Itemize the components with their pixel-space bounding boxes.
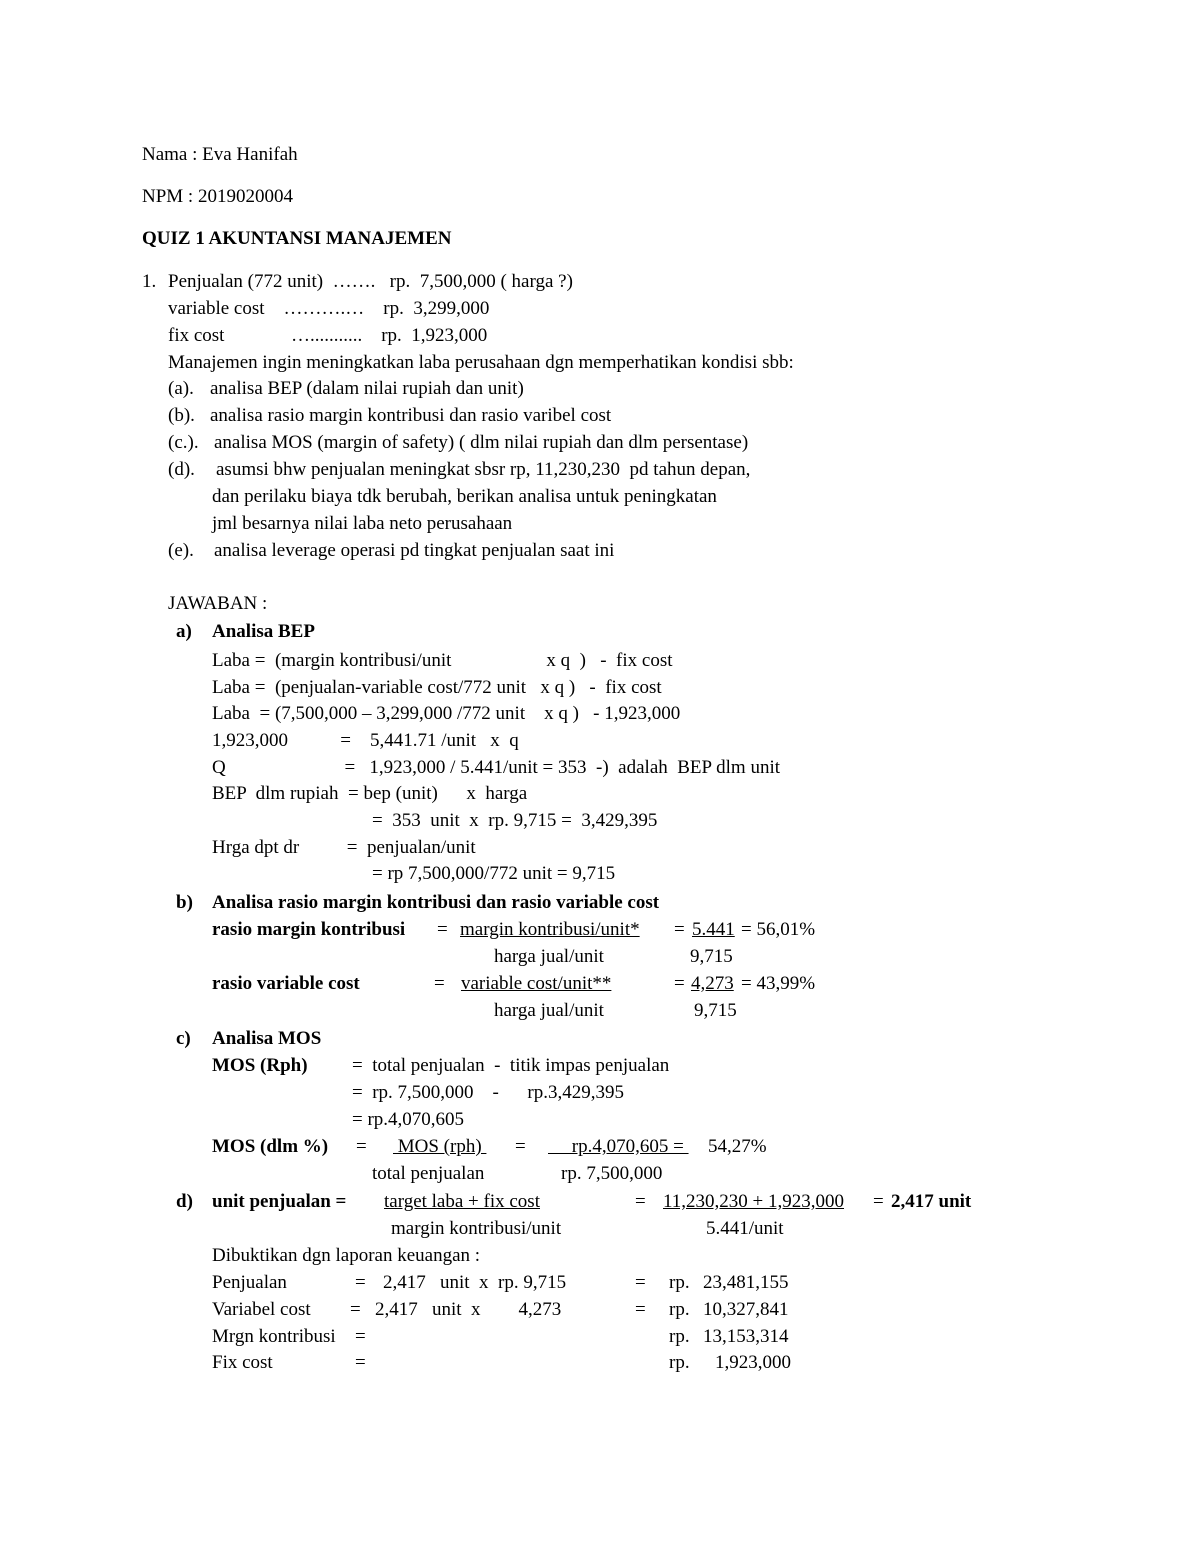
equals-sign: = bbox=[635, 1272, 646, 1293]
equals-sign: = bbox=[873, 1191, 884, 1212]
report-row-calc: 2,417 unit x 4,273 bbox=[375, 1299, 562, 1320]
section-c-title: Analisa MOS bbox=[212, 1028, 322, 1049]
section-a-label: a) bbox=[176, 621, 192, 642]
equals-sign: = bbox=[355, 1326, 366, 1347]
currency-label: rp. bbox=[669, 1272, 690, 1293]
task-label: (c.). bbox=[168, 432, 199, 453]
report-row-value: 10,327,841 bbox=[703, 1299, 789, 1320]
fraction-denominator: total penjualan bbox=[372, 1163, 485, 1184]
mos-label: MOS (dlm %) bbox=[212, 1136, 329, 1157]
calc-line: = total penjualan - titik impas penjualan bbox=[352, 1055, 670, 1076]
fraction-value: rp.4,070,605 = bbox=[548, 1136, 689, 1157]
fraction-denominator-value: 9,715 bbox=[690, 946, 733, 967]
calc-line: = rp 7,500,000/772 unit = 9,715 bbox=[372, 863, 616, 884]
calc-line: = rp. 7,500,000 - rp.3,429,395 bbox=[352, 1082, 624, 1103]
unit-result: 2,417 unit bbox=[891, 1191, 972, 1212]
fraction-denominator-value: 9,715 bbox=[694, 1000, 737, 1021]
question-number: 1. bbox=[142, 271, 157, 292]
section-d-label: d) bbox=[176, 1191, 193, 1212]
task-text: analisa rasio margin kontribusi dan rasio varibel cost bbox=[210, 405, 612, 426]
fraction-numerator: variable cost/unit** bbox=[461, 973, 612, 994]
student-name: Nama : Eva Hanifah bbox=[142, 144, 298, 165]
fraction-denominator-value: 5.441/unit bbox=[706, 1218, 784, 1239]
equals-sign: = bbox=[434, 973, 445, 994]
equals-sign: = bbox=[635, 1191, 646, 1212]
ratio-label: rasio variable cost bbox=[212, 973, 360, 994]
equals-sign: = bbox=[515, 1136, 526, 1157]
equals-sign: = bbox=[356, 1136, 367, 1157]
section-d-title: unit penjualan = bbox=[212, 1191, 347, 1212]
section-b-title: Analisa rasio margin kontribusi dan rasio variable cost bbox=[212, 892, 660, 913]
task-text: analisa BEP (dalam nilai rupiah dan unit) bbox=[210, 378, 524, 399]
currency-label: rp. bbox=[669, 1299, 690, 1320]
report-row-label: Fix cost bbox=[212, 1352, 273, 1373]
report-row-label: Mrgn kontribusi bbox=[212, 1326, 336, 1347]
mos-label: MOS (Rph) bbox=[212, 1055, 308, 1076]
question-line: Manajemen ingin meningkatkan laba perusahaan dgn memperhatikan kondisi sbb: bbox=[168, 352, 794, 373]
task-label: (b). bbox=[168, 405, 195, 426]
fraction-value: 11,230,230 + 1,923,000 bbox=[663, 1191, 845, 1212]
task-text: analisa MOS (margin of safety) ( dlm nilai rupiah dan dlm persentase) bbox=[214, 432, 749, 453]
fraction-value: 4,273 bbox=[691, 973, 734, 994]
section-b-label: b) bbox=[176, 892, 193, 913]
ratio-result: = 56,01% bbox=[741, 919, 816, 940]
report-row-value: 13,153,314 bbox=[703, 1326, 789, 1347]
task-text: analisa leverage operasi pd tingkat penjualan saat ini bbox=[214, 540, 615, 561]
equals-sign: = bbox=[674, 919, 685, 940]
calc-line: Laba = (7,500,000 – 3,299,000 /772 unit x q ) - 1,923,000 bbox=[212, 703, 681, 724]
question-line: Penjualan (772 unit) ……. rp. 7,500,000 ( harga ?) bbox=[168, 271, 573, 292]
report-row-calc: 2,417 unit x rp. 9,715 bbox=[383, 1272, 567, 1293]
task-text: asumsi bhw penjualan meningkat sbsr rp, 11,230,230 pd tahun depan, bbox=[216, 459, 751, 480]
fraction-numerator: target laba + fix cost bbox=[384, 1191, 540, 1212]
section-c-label: c) bbox=[176, 1028, 191, 1049]
calc-line: = rp.4,070,605 bbox=[352, 1109, 465, 1130]
equals-sign: = bbox=[355, 1272, 366, 1293]
calc-line: = 353 unit x rp. 9,715 = 3,429,395 bbox=[372, 810, 658, 831]
quiz-title: QUIZ 1 AKUNTANSI MANAJEMEN bbox=[142, 228, 452, 249]
answer-heading: JAWABAN : bbox=[168, 593, 268, 614]
calc-line: Q = 1,923,000 / 5.441/unit = 353 -) adalah BEP dlm unit bbox=[212, 757, 781, 778]
student-npm: NPM : 2019020004 bbox=[142, 186, 293, 207]
report-row-value: 23,481,155 bbox=[703, 1272, 789, 1293]
report-row-label: Variabel cost bbox=[212, 1299, 311, 1320]
calc-line: 1,923,000 = 5,441.71 /unit x q bbox=[212, 730, 519, 751]
section-a-title: Analisa BEP bbox=[212, 621, 315, 642]
question-line: variable cost ……….… rp. 3,299,000 bbox=[168, 298, 490, 319]
calc-line: Laba = (penjualan-variable cost/772 unit x q ) - fix cost bbox=[212, 677, 662, 698]
fraction-denominator: margin kontribusi/unit bbox=[391, 1218, 562, 1239]
fraction-denominator: harga jual/unit bbox=[494, 946, 604, 967]
currency-label: rp. bbox=[669, 1326, 690, 1347]
fraction-numerator: margin kontribusi/unit* bbox=[460, 919, 640, 940]
calc-line: Hrga dpt dr = penjualan/unit bbox=[212, 837, 476, 858]
question-line: fix cost …........... rp. 1,923,000 bbox=[168, 325, 488, 346]
report-row-value: 1,923,000 bbox=[715, 1352, 791, 1373]
equals-sign: = bbox=[635, 1299, 646, 1320]
equals-sign: = bbox=[437, 919, 448, 940]
equals-sign: = bbox=[350, 1299, 361, 1320]
task-text: dan perilaku biaya tdk berubah, berikan analisa untuk peningkatan bbox=[212, 486, 717, 507]
task-text: jml besarnya nilai laba neto perusahaan bbox=[212, 513, 513, 534]
proof-heading: Dibuktikan dgn laporan keuangan : bbox=[212, 1245, 481, 1266]
equals-sign: = bbox=[674, 973, 685, 994]
fraction-value: 5.441 bbox=[692, 919, 735, 940]
fraction-numerator: MOS (rph) bbox=[393, 1136, 487, 1157]
fraction-denominator-value: rp. 7,500,000 bbox=[561, 1163, 663, 1184]
equals-sign: = bbox=[355, 1352, 366, 1373]
ratio-label: rasio margin kontribusi bbox=[212, 919, 406, 940]
task-label: (a). bbox=[168, 378, 194, 399]
calc-line: BEP dlm rupiah = bep (unit) x harga bbox=[212, 783, 528, 804]
fraction-denominator: harga jual/unit bbox=[494, 1000, 604, 1021]
task-label: (d). bbox=[168, 459, 195, 480]
currency-label: rp. bbox=[669, 1352, 690, 1373]
mos-result: 54,27% bbox=[708, 1136, 767, 1157]
calc-line: Laba = (margin kontribusi/unit x q ) - fix cost bbox=[212, 650, 673, 671]
ratio-result: = 43,99% bbox=[741, 973, 816, 994]
task-label: (e). bbox=[168, 540, 194, 561]
report-row-label: Penjualan bbox=[212, 1272, 287, 1293]
